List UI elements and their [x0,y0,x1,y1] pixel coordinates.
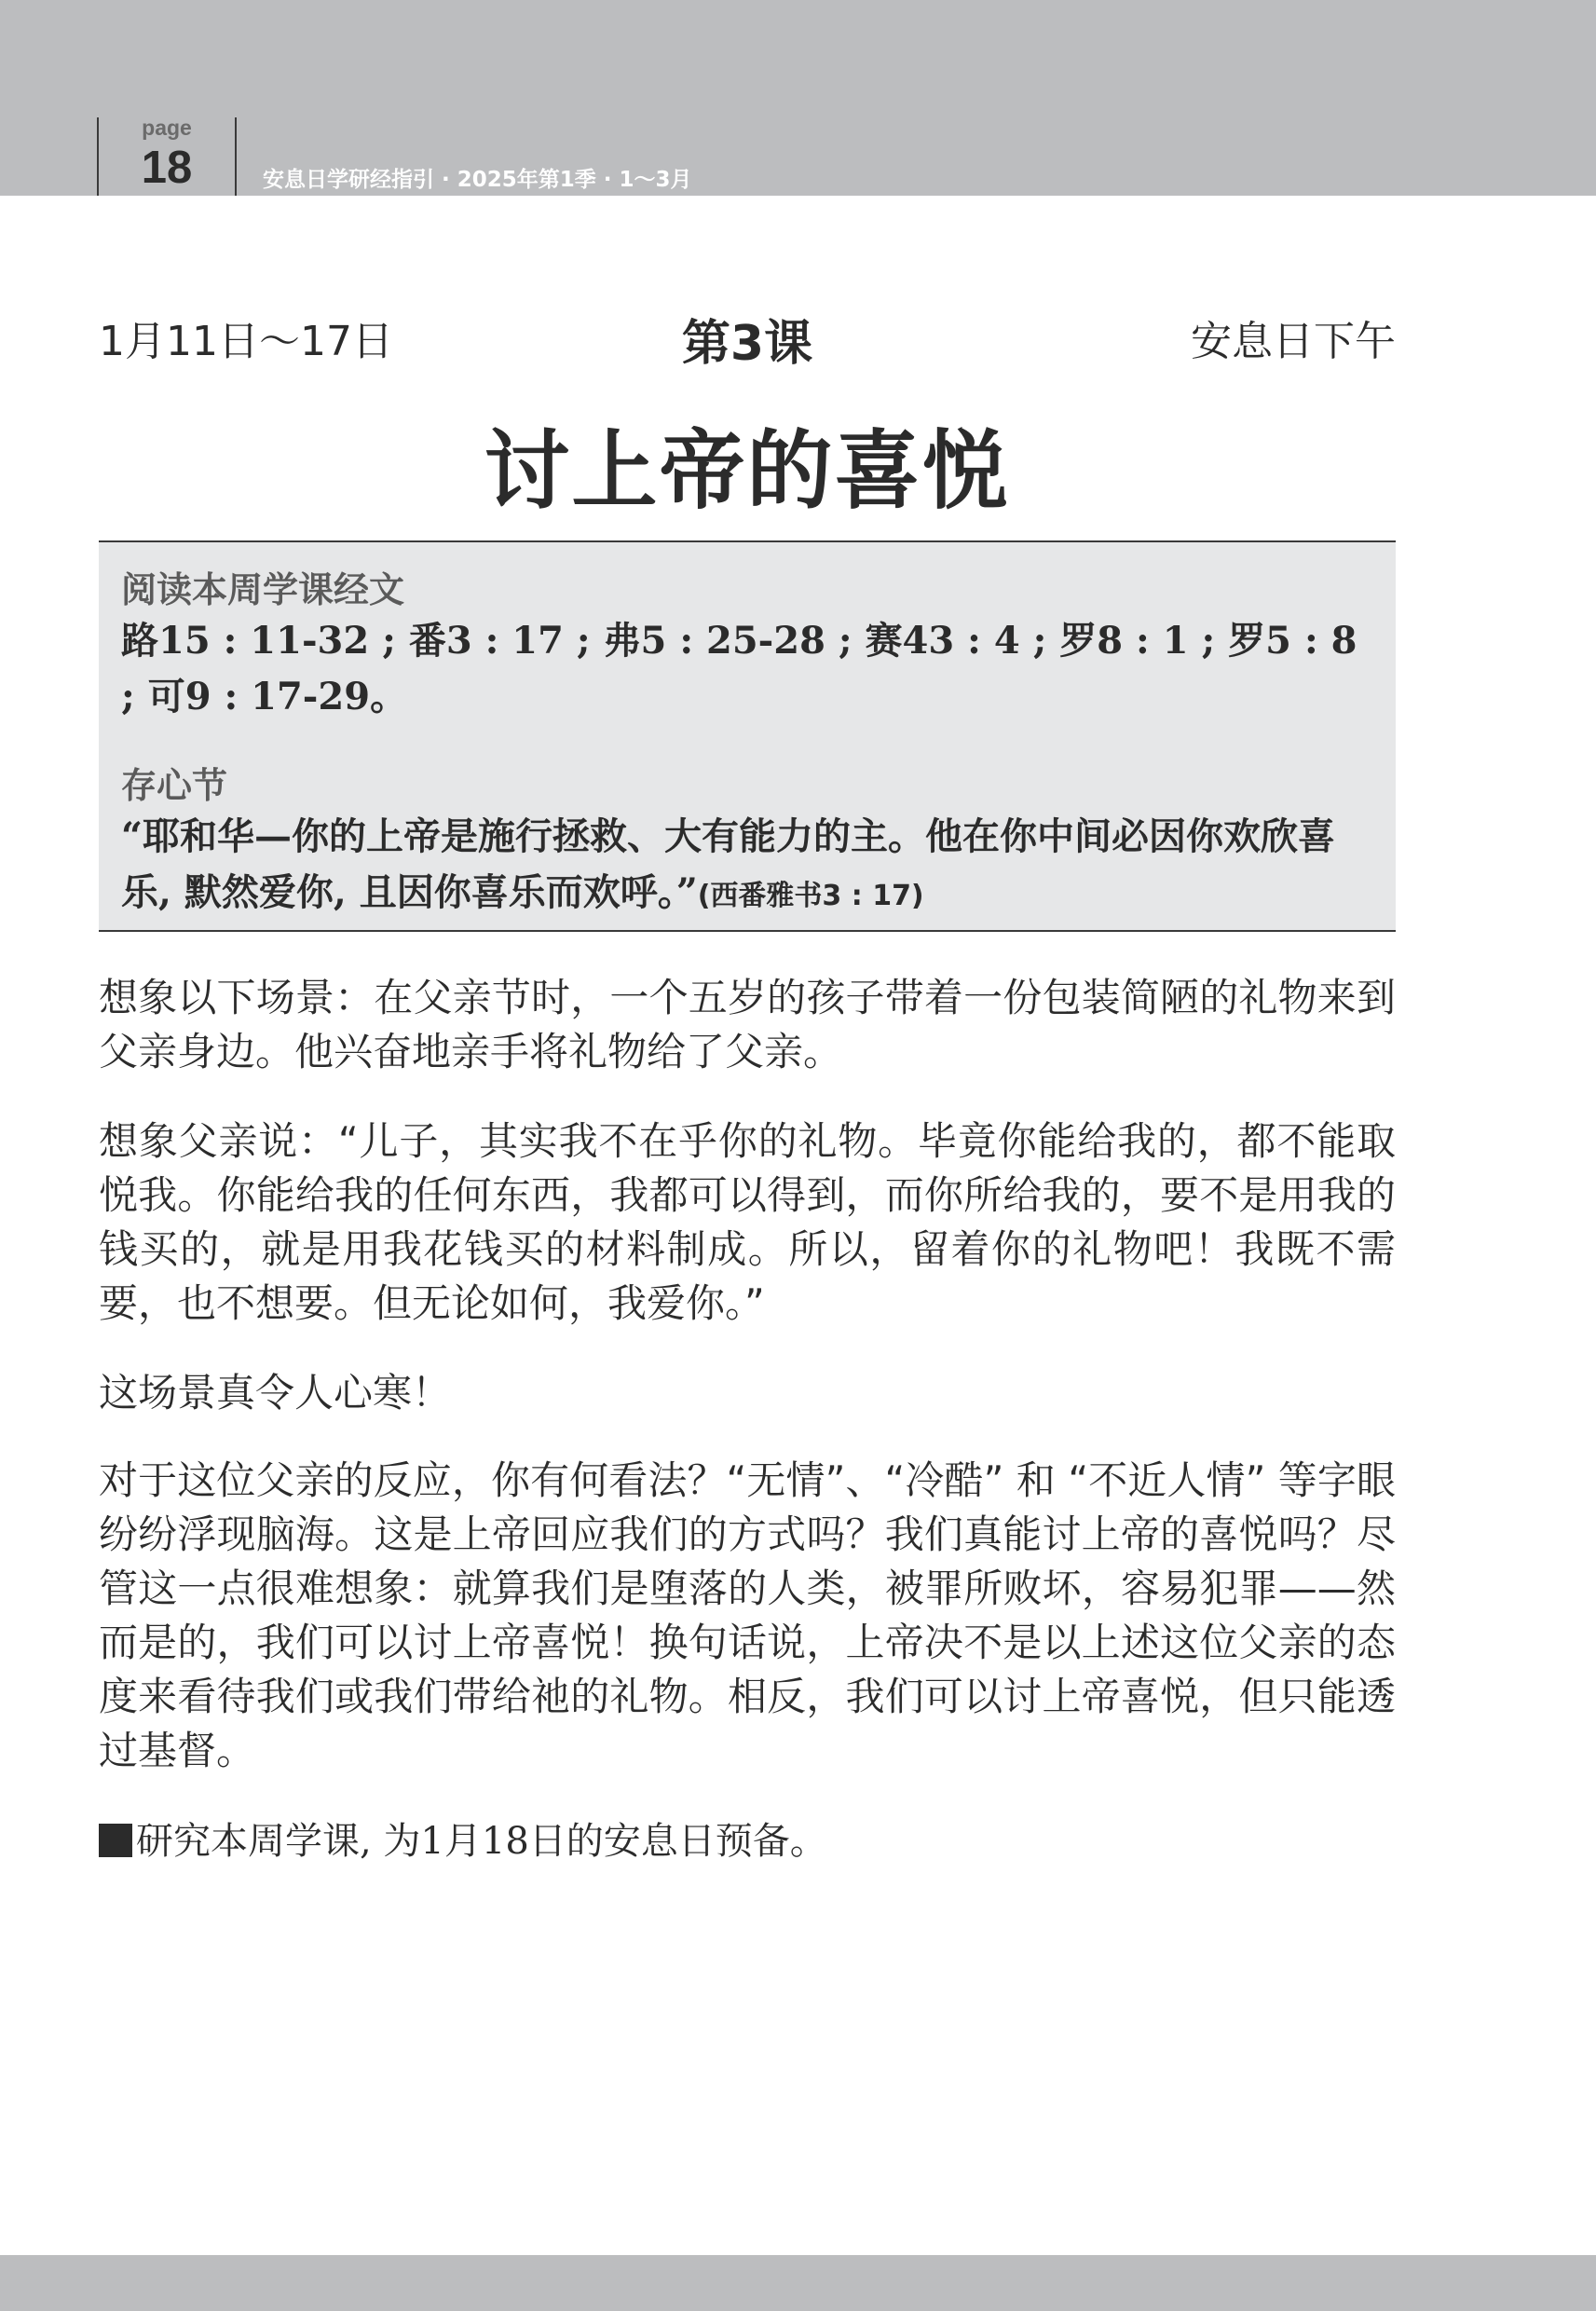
lesson-title: 讨上帝的喜悦 [484,420,1010,521]
reading-label: 阅读本周学课经文 [121,569,405,610]
paragraph-4: 对于这位父亲的反应，你有何看法？“无情”、“冷酷” 和 “不近人情” 等字眼纷纷浮现脑海。这是上帝回应我们的方式吗？我们真能讨上帝的喜悦吗？尽管这一点很难想象：就算我们是堕落的人类，被罪所败坏，容易犯罪——然而是的，我们可以讨上帝喜悦！换句话说，上帝决不是以上述这位父亲的态度来看待我们或我们带给祂的礼物。相反，我们可以讨上帝喜悦，但只能透过基督。 [99,1457,1396,1773]
header-divider-right [235,117,237,196]
footer-band [0,2255,1596,2311]
reading-text: 路15 : 11-32 ; 番3 : 17 ; 弗5 : 25-28 ; 赛43 : 4 ; 罗8 : 1 ; 罗5 : 8 ; 可9 : 17-29。 [121,619,1357,718]
memory-text: “耶和华—你的上帝是施行拯救、大有能力的主。他在你中间必因你欢欣喜乐, 默然爱你, 且因你喜乐而欢呼。” [121,814,1336,914]
running-head: 安息日学研经指引 · 2025年第1季 · 1～3月 [263,168,692,192]
lesson-day: 安息日下午 [1191,318,1396,365]
lesson-number: 第3课 [681,316,813,372]
paragraph-1: 想象以下场景：在父亲节时，一个五岁的孩子带着一份包装简陋的礼物来到父亲身边。他兴奋地亲手将礼物给了父亲。 [99,975,1396,1074]
memory-label: 存心节 [121,765,228,806]
paragraph-3: 这场景真令人心寒！ [99,1370,452,1415]
reading-box [99,540,1396,932]
page-number: 18 [141,143,193,193]
page-word: page [142,116,192,140]
paragraph-2: 想象父亲说：“儿子，其实我不在乎你的礼物。毕竟你能给我的，都不能取悦我。你能给我的任何东西，我都可以得到，而你所给我的，要不是用我的钱买的，就是用我花钱买的材料制成。所以，留着你的礼物吧！我既不需要，也不想要。但无论如何，我爱你。” [99,1118,1396,1326]
lesson-dates: 1月11日～17日 [99,318,393,365]
square-bullet-icon [99,1824,132,1857]
memory-verse [121,809,1379,924]
header-band [0,0,1596,196]
sabbath-note [99,1812,827,1865]
lesson-row [99,308,1396,373]
sabbath-note-text: 研究本周学课, 为1月18日的安息日预备。 [136,1820,827,1863]
memory-reference: (西番雅书3 : 17) [697,880,924,912]
